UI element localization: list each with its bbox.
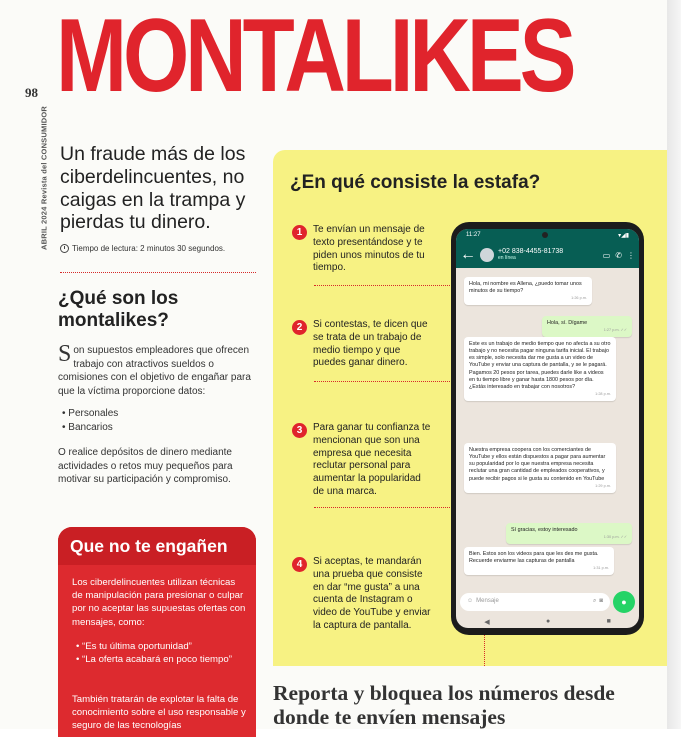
scam-step-2	[292, 319, 432, 370]
page-number: 98	[25, 85, 38, 100]
read-time-text: Tiempo de lectura: 2 minutos 30 segundos.	[72, 244, 226, 253]
intro-text: on supuestos empleadores que ofrecen trabajo con atractivos sueldos o comisiones con el objetivo de engañar para que la víctima proporcione datos:	[58, 345, 251, 397]
article-subtitle: Un fraude más de los ciberdelincuentes, no caigas en la trampa y pierdas tu dinero.	[60, 143, 246, 234]
chat-message-outgoing: Hola, sí. Dígame 1:27 p.m. ✓✓	[542, 316, 632, 337]
step-number: 2	[292, 320, 307, 335]
nav-back-icon[interactable]: ◀	[484, 618, 490, 626]
camera-icon	[542, 232, 548, 238]
warning-quotes	[76, 640, 246, 666]
step-text: Si aceptas, te mandarán una prueba que consiste en dar “me gusta” a una cuenta de Instagram o video de YouTube y enviar la captura de pantalla.	[313, 556, 431, 631]
step-number: 3	[292, 423, 307, 438]
step-text: Te envían un mensaje de texto presentándose y te piden unos minutos de tu tiempo.	[313, 224, 425, 274]
chat-message-incoming: Hola, mi nombre es Allena, ¿puedo tomar unos minutos de su tiempo? 1:26 p.m.	[464, 277, 592, 305]
section-intro	[58, 341, 256, 398]
section-heading-what: ¿Qué son los montalikes?	[58, 288, 179, 331]
chat-message-incoming: Este es un trabajo de medio tiempo que no afecta a su otro trabajo y no necesita pagar ninguna tarifa inicial. El trabajo es simple, solo necesita dar me gusta a un video de YouTube y enviar una captura de pantalla, y se le pagará. Pagamos 20 pesos por tarea, puedes darle like a videos en tu tiempo libre y ganar hasta 1800 pesos por día. ¿Estás interesado en trabajar con nosotros? 1:28 p.m.	[464, 337, 616, 401]
more-options-icon[interactable]: ⋮	[627, 250, 635, 260]
issue-label: ABRIL 2024 Revista del CONSUMIDOR	[39, 106, 49, 250]
warning-box-text: Los ciberdelincuentes utilizan técnicas de manipulación para presionar o culpar por no aceptar las supuestas ofertas con mensajes, como:	[72, 577, 246, 628]
step-text: Si contestas, te dicen que se trata de un trabajo de medio tiempo y que puedes ganar dinero.	[313, 319, 428, 369]
scam-step-3	[292, 422, 432, 499]
scam-step-4	[292, 556, 432, 633]
warning-box	[58, 527, 256, 737]
chat-message-incoming: Bien. Estos son los videos para que les des me gusta. Recuerde enviarme las capturas de pantalla 1:31 p.m.	[464, 547, 614, 575]
dropcap: S	[58, 341, 72, 367]
warning-box-title: Que no te engañen	[58, 527, 256, 565]
call-icon[interactable]: ✆	[615, 250, 622, 260]
list-item: • Bancarios	[62, 421, 113, 433]
message-input[interactable]	[460, 593, 610, 611]
chat-message-incoming: Nuestra empresa coopera con los comerciantes de YouTube y ellos están dispuestos a pagar para aumentar su popularidad por lo que nuestra empresa necesita reclutar una gran cantidad de empleados cooperativos, y puede recibir pagos si le gusta su contenido en YouTube 1:29 p.m.	[464, 443, 616, 493]
connector-line	[314, 507, 464, 508]
attach-icon[interactable]: ⌕	[593, 598, 597, 604]
contact-name: +02 838-4455-81738	[498, 248, 564, 256]
section-more-text: O realice depósitos de dinero mediante actividades o retos muy pequeños para motivar su participación y compromiso.	[58, 447, 233, 485]
quote-item: • “Es tu última oportunidad”	[76, 641, 192, 652]
scam-step-1	[292, 224, 432, 275]
signal-icon: ▾◢▮	[618, 233, 629, 239]
quote-item: • “La oferta acabará en poco tiempo”	[76, 654, 232, 666]
connector-line	[314, 381, 464, 382]
status-time: 11:27	[466, 232, 481, 238]
message-placeholder: Mensaje	[476, 598, 499, 604]
article-title: MONTALIKES	[56, 0, 573, 114]
chat-header	[456, 242, 639, 268]
list-item: • Personales	[62, 408, 119, 419]
nav-recent-icon[interactable]: ■	[606, 618, 611, 625]
back-arrow-icon[interactable]: ←	[460, 246, 476, 263]
connector-line	[314, 285, 464, 286]
nav-home-icon[interactable]: ●	[545, 618, 551, 625]
data-list	[62, 407, 118, 434]
clock-icon	[60, 244, 69, 253]
emoji-icon[interactable]: ☺	[467, 598, 474, 604]
divider	[60, 272, 256, 273]
step-number: 1	[292, 225, 307, 240]
report-heading: Reporta y bloquea los números desde donde te envíen mensajes	[273, 681, 615, 730]
video-call-icon[interactable]: ▭	[602, 250, 611, 260]
android-navbar	[456, 615, 639, 628]
camera-button-icon[interactable]: ◙	[599, 598, 603, 604]
warning-box-text-2: También tratarán de explotar la falta de conocimiento sobre el uso responsable y seguro de las tecnologías	[72, 694, 246, 732]
page-edge	[667, 0, 681, 729]
header-icons	[603, 251, 635, 260]
chat-screen	[456, 229, 639, 628]
avatar[interactable]	[480, 248, 494, 262]
step-number: 4	[292, 557, 307, 572]
scam-heading: ¿En qué consiste la estafa?	[290, 172, 541, 193]
mic-button[interactable]: ●	[613, 591, 635, 613]
step-text: Para ganar tu confianza te mencionan que son una empresa que necesita reclutar personal para aumentar la popularidad de una marca.	[313, 422, 431, 497]
contact-status: en línea	[498, 255, 516, 262]
contact-info[interactable]	[498, 248, 563, 261]
read-time	[60, 244, 225, 253]
phone-mockup	[451, 222, 644, 635]
chat-message-outgoing: Sí gracias, estoy interesado 1:30 p.m. ✓✓	[506, 523, 632, 544]
